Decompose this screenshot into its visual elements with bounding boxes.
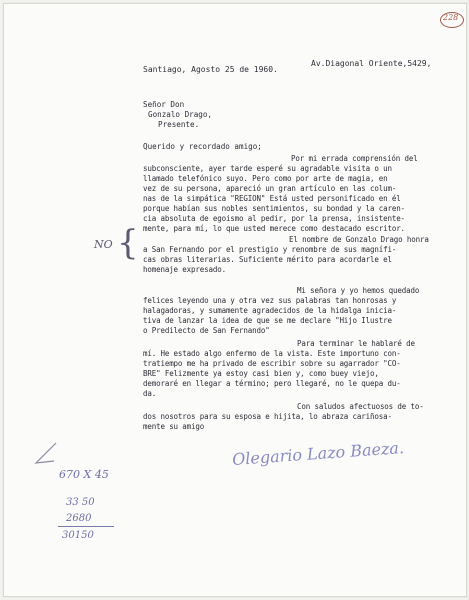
body-line: Mi señora y yo hemos quedado — [297, 286, 420, 295]
margin-brace-icon: { — [117, 223, 139, 263]
body-line: a San Fernando por el prestigio y renombre de sus magnífi- — [143, 245, 397, 254]
body-line: tratiempo me ha privado de escribir sobre su agarrador "CO- — [143, 359, 401, 368]
body-line: cas obras literarias. Suficiente mérito para acordarle el — [143, 255, 392, 264]
body-line: mí. He estado algo enfermo de la vista. Este importuno con- — [143, 349, 401, 358]
file-number: 228 — [443, 13, 459, 22]
body-line: subconsciente, ayer tarde esperé su agradable visita o un — [143, 164, 392, 173]
body-line: El nombre de Gonzalo Drago honra — [289, 235, 429, 244]
recipient-line-3: Presente. — [158, 120, 200, 129]
body-line: BRE" Felizmente ya estoy casi bien y, como buey viejo, — [143, 369, 379, 378]
body-line: homenaje expresado. — [143, 265, 226, 274]
body-line: vez de su persona, apareció un gran artículo en las colum- — [143, 184, 397, 193]
handwritten-note: 33 50 — [66, 497, 95, 508]
pencil-mark-icon — [26, 439, 66, 469]
body-line: felices leyendo una y otra vez sus palabras tan honrosas y — [143, 296, 397, 305]
body-line: llamado telefónico suyo. Pero como por arte de magia, en — [143, 174, 388, 183]
handwritten-note: 30150 — [62, 530, 94, 541]
body-line: porque habían sus nobles sentimientos, su bondad y la caren- — [143, 204, 405, 213]
body-line: o Predilecto de San Fernando" — [143, 326, 270, 335]
sum-rule — [58, 526, 114, 527]
recipient-line-2: Gonzalo Drago, — [148, 110, 213, 119]
body-line: Con saludos afectuosos de to- — [297, 402, 424, 411]
body-line: cia absoluta de egoismo al pedir, por la prensa, insistente- — [143, 214, 405, 223]
body-line: nas de la simpática "REGION" Está usted personificado en él — [143, 194, 401, 203]
body-line: mente, para mí, lo que usted merece como destacado escritor. — [143, 224, 405, 233]
body-line: Por mi errada comprensión del — [291, 154, 418, 163]
body-line: da. — [143, 389, 157, 398]
salutation: Querido y recordado amigo; — [143, 142, 262, 151]
body-line: Para terminar le hablaré de — [297, 339, 415, 348]
body-line: tiva de lanzar la idea de que se me declare "Hijo Ilustre — [143, 316, 392, 325]
sender-address: Av.Diagonal Oriente,5429, — [311, 59, 432, 68]
place-date: Santiago, Agosto 25 de 1960. — [143, 65, 278, 74]
signature: Olegario Lazo Baeza. — [231, 438, 405, 469]
handwritten-note: 2680 — [66, 513, 92, 524]
recipient-line-1: Señor Don — [143, 100, 185, 109]
body-line: halagadoras, y sumamente agradecidos de la hidalga inicia- — [143, 306, 397, 315]
body-line: mente su amigo — [143, 422, 205, 431]
body-line: dos nosotros para su esposa e hijita, lo abraza cariñosa- — [143, 412, 392, 421]
margin-note: NO — [94, 238, 113, 251]
handwritten-note: 670 X 45 — [59, 468, 109, 481]
body-line: demoraré en llegar a término; pero llegaré, no le quepa du- — [143, 379, 401, 388]
letter-page — [3, 3, 467, 597]
